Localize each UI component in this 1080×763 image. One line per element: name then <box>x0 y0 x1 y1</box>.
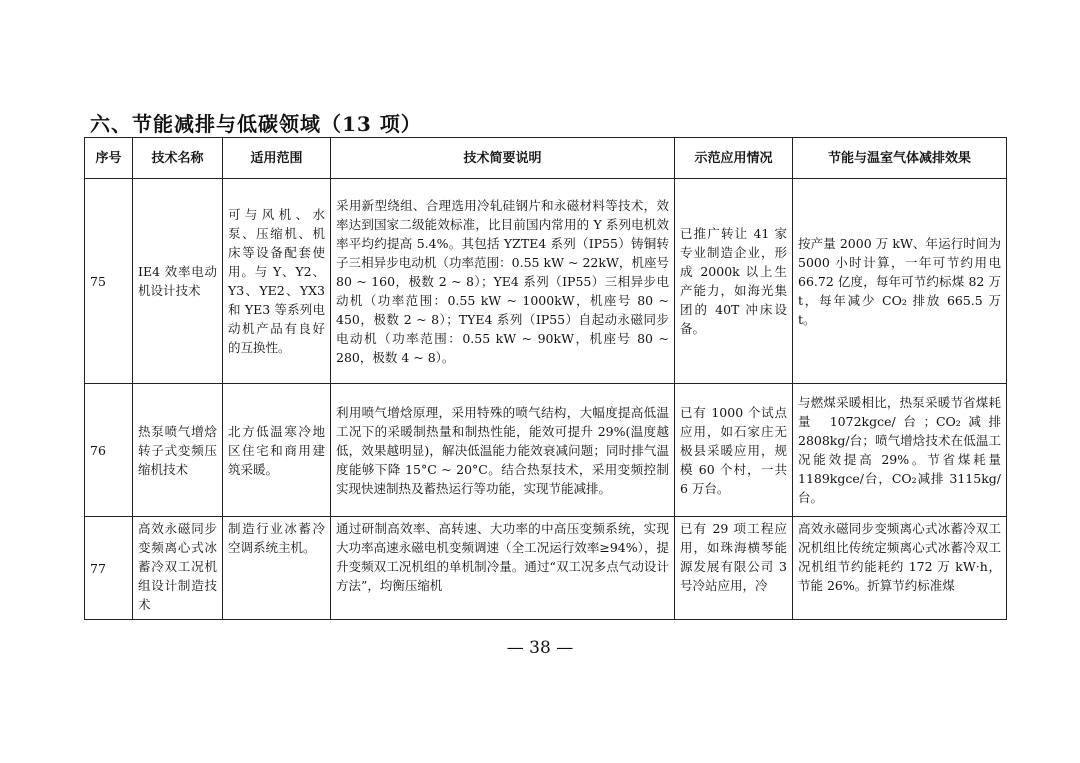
header-description: 技术简要说明 <box>331 138 675 179</box>
description: 利用喷气增焓原理，采用特殊的喷气结构，大幅度提高低温工况下的采暖制热量和制热性能，能效可提升 29%(温度越低，效果越明显)，解决低温能力能效衰减问题；同时排气温度能够下降 15°C ~ 20°C。结合热泵技术，采用变频控制实现快速制热及蓄热运行等功能，实现节能减排。 <box>331 384 675 517</box>
table-header-row <box>85 138 1007 179</box>
description: 通过研制高效率、高转速、大功率的中高压变频系统，实现大功率高速永磁电机变频调速（全工况运行效率≥94%），提升变频双工况机组的单机制冷量。通过“双工况多点气动设计方法”，均衡压缩机 <box>336 521 669 593</box>
tech-name: 热泵喷气增焓转子式变频压缩机技术 <box>133 384 223 517</box>
section-title: 六、节能减排与低碳领域（13 项） <box>90 112 422 136</box>
table-row <box>85 384 1007 517</box>
demo-application: 已推广转让 41 家专业制造企业，形成 2000k 以上生产能力，如海光集团的 40T 冲床设备。 <box>675 179 793 384</box>
row-number: 77 <box>85 517 133 620</box>
row-number: 76 <box>85 384 133 517</box>
demo-application: 已有 29 项工程应用，如珠海横琴能源发展有限公司 3 号冷站应用，冷 <box>680 521 787 593</box>
header-tech-name: 技术名称 <box>133 138 223 179</box>
header-scope: 适用范围 <box>223 138 331 179</box>
table-row <box>85 179 1007 384</box>
scope: 制造行业冰蓄冷空调系统主机。 <box>228 521 325 555</box>
scope: 可与风机、水泵、压缩机、机床等设备配套使用。与 Y、Y2、Y3、YE2、YX3 和 YE3 等系列电动机产品有良好的互换性。 <box>223 179 331 384</box>
page-number: — 38 — <box>506 638 574 658</box>
scope: 北方低温寒冷地区住宅和商用建筑采暖。 <box>223 384 331 517</box>
header-effect: 节能与温室气体减排效果 <box>793 138 1007 179</box>
description: 采用新型绕组、合理选用冷轧硅钢片和永磁材料等技术，效率达到国家二级能效标准，比目前国内常用的 Y 系列电机效率平均约提高 5.4%。其包括 YZTE4 系列（IP55）铸铜转子三相异步电动机（功率范围：0.55 kW ~ 22kW，机座号 80 ~ 160，极数 2 ~ 8）；YE4 系列（IP55）三相异步电动机（功率范围：0.55 kW ~ 1000kW，机座号 80 ~ 450，极数 2 ~ 8）；TYE4 系列（IP55）自起动永磁同步电动机（功率范围：0.55 kW ~ 90kW，机座号 80 ~ 280，极数 4 ~ 8）。 <box>331 179 675 384</box>
technology-table <box>84 137 1007 620</box>
demo-application: 已有 1000 个试点应用，如石家庄无极县采暖应用，规模 60 个村，一共 6 万台。 <box>675 384 793 517</box>
row-number: 75 <box>85 179 133 384</box>
table-row <box>85 517 1007 620</box>
effect: 按产量 2000 万 kW、年运行时间为 5000 小时计算，一年可节约用电 66.72 亿度，每年可节约标煤 82 万 t，每年减少 CO₂ 排放 665.5 万 t。 <box>793 179 1007 384</box>
tech-name: 高效永磁同步变频离心式冰蓄冷双工况机组设计制造技术 <box>138 521 217 612</box>
header-demo: 示范应用情况 <box>675 138 793 179</box>
effect: 与燃煤采暖相比，热泵采暖节省煤耗量 1072kgce/台；CO₂减排 2808kg/台；喷气增焓技术在低温工况能效提高 29%。节省煤耗量 1189kgce/台，CO₂减排 3115kg/台。 <box>793 384 1007 517</box>
header-index: 序号 <box>85 138 133 179</box>
effect: 高效永磁同步变频离心式冰蓄冷双工况机组比传统定频离心式冰蓄冷双工况机组节约能耗约 172 万 kW·h，节能 26%。折算节约标准煤 <box>798 521 1001 593</box>
tech-name: IE4 效率电动机设计技术 <box>133 179 223 384</box>
